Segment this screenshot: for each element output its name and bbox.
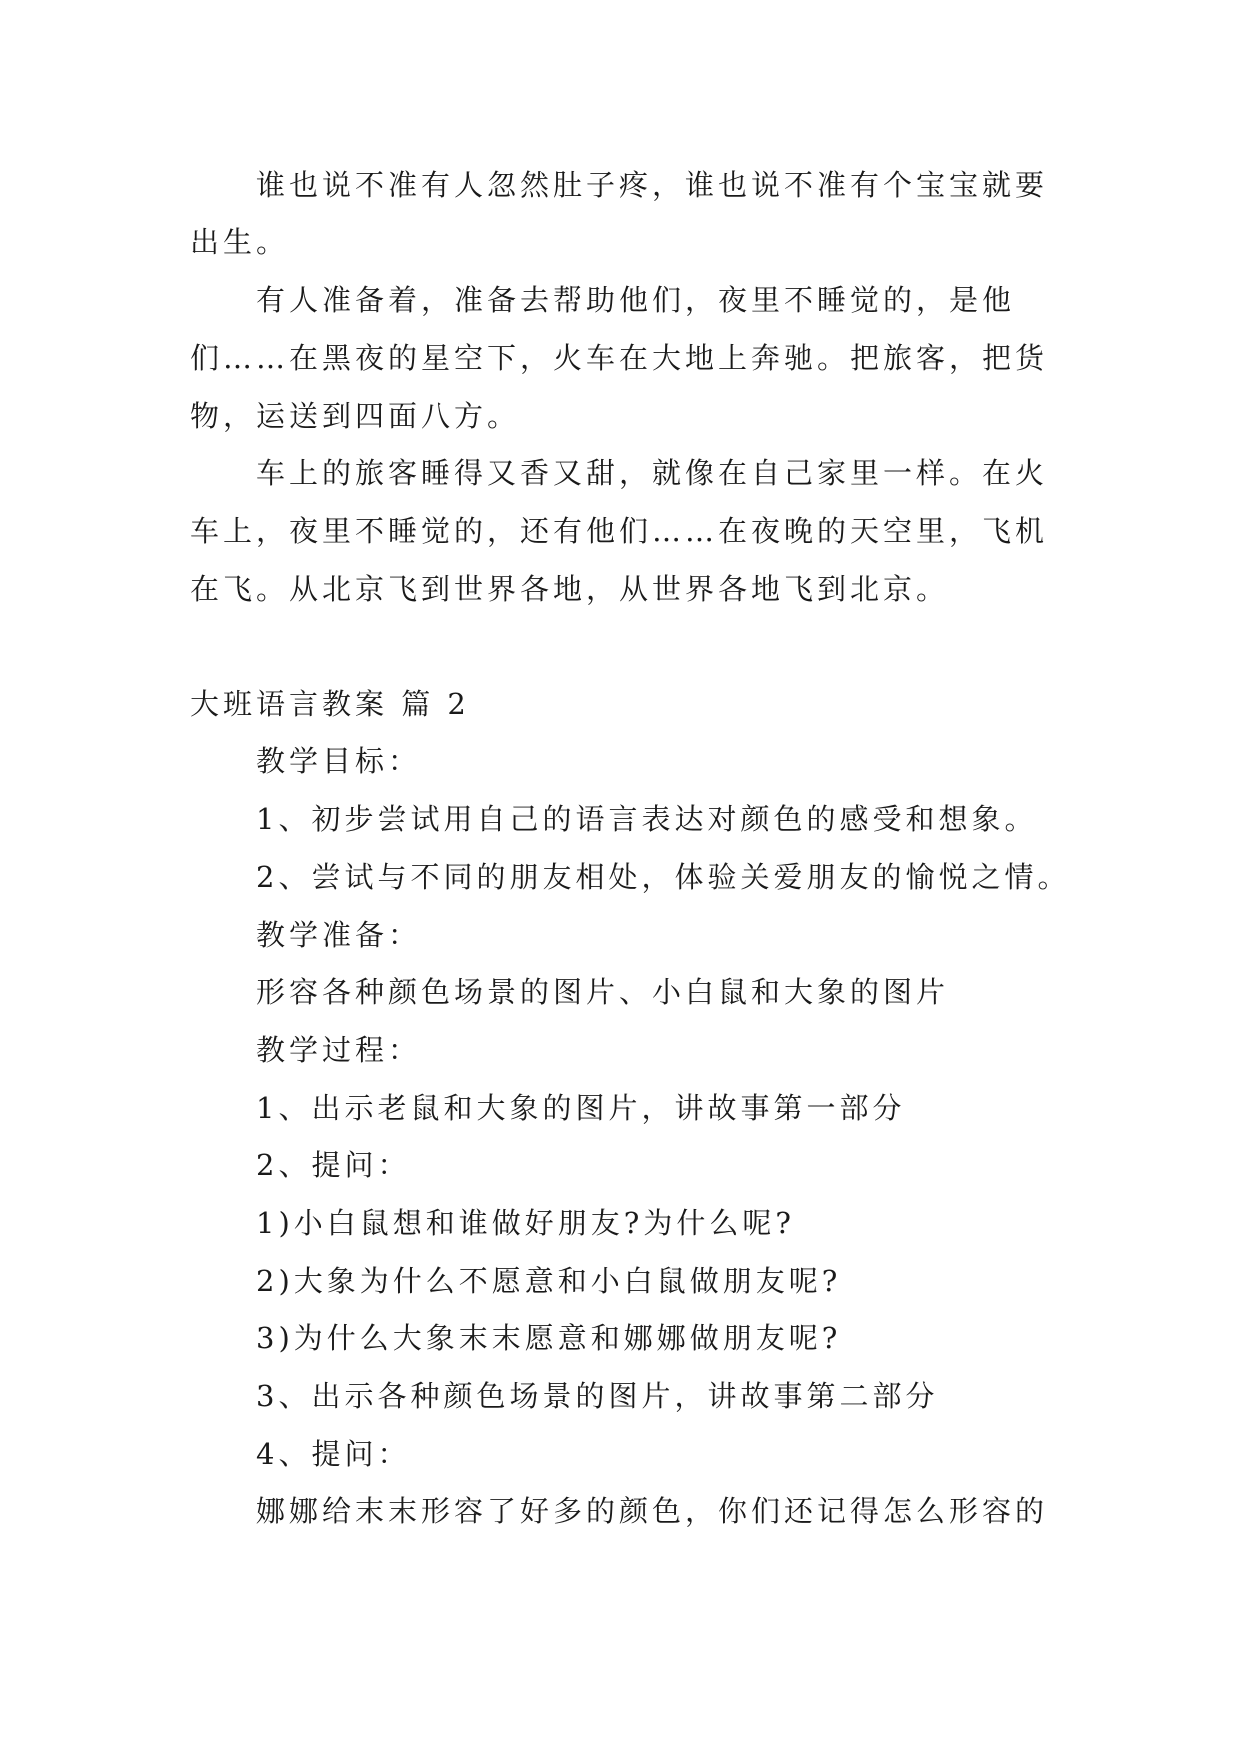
paragraph-line: 1、初步尝试用自己的语言表达对颜色的感受和想象。	[256, 802, 1038, 836]
paragraph-line: 1、出示老鼠和大象的图片，讲故事第一部分	[256, 1091, 906, 1125]
paragraph-line: 娜娜给末末形容了好多的颜色，你们还记得怎么形容的	[256, 1494, 1049, 1528]
paragraph-line: 形容各种颜色场景的图片、小白鼠和大象的图片	[256, 975, 950, 1009]
paragraph-line: 3)为什么大象末末愿意和娜娜做朋友呢?	[256, 1321, 842, 1355]
paragraph-line: 教学目标：	[256, 744, 422, 778]
paragraph-line: 2)大象为什么不愿意和小白鼠做朋友呢?	[256, 1264, 842, 1298]
paragraph-line: 1)小白鼠想和谁做好朋友?为什么呢?	[256, 1206, 795, 1240]
paragraph-line: 教学过程：	[256, 1033, 422, 1067]
paragraph-line: 2、尝试与不同的朋友相处，体验关爱朋友的愉悦之情。	[256, 860, 1071, 894]
paragraph-line: 车上的旅客睡得又香又甜，就像在自己家里一样。在火	[256, 456, 1049, 490]
paragraph-line: 物，运送到四面八方。	[190, 399, 521, 433]
paragraph-line: 3、出示各种颜色场景的图片，讲故事第二部分	[256, 1379, 939, 1413]
paragraph-line: 车上，夜里不睡觉的，还有他们……在夜晚的天空里，飞机	[190, 514, 1049, 548]
paragraph-line: 4、提问：	[256, 1437, 411, 1471]
paragraph-line: 教学准备：	[256, 918, 422, 952]
paragraph-line: 谁也说不准有人忽然肚子疼，谁也说不准有个宝宝就要	[256, 168, 1049, 202]
paragraph-line: 在飞。从北京飞到世界各地，从世界各地飞到北京。	[190, 572, 950, 606]
paragraph-line: 出生。	[190, 225, 290, 259]
section-heading: 大班语言教案 篇 2	[190, 687, 470, 721]
paragraph-line: 2、提问：	[256, 1148, 411, 1182]
paragraph-line: 们……在黑夜的星空下，火车在大地上奔驰。把旅客，把货	[190, 341, 1049, 375]
paragraph-line: 有人准备着，准备去帮助他们，夜里不睡觉的，是他	[256, 283, 1016, 317]
